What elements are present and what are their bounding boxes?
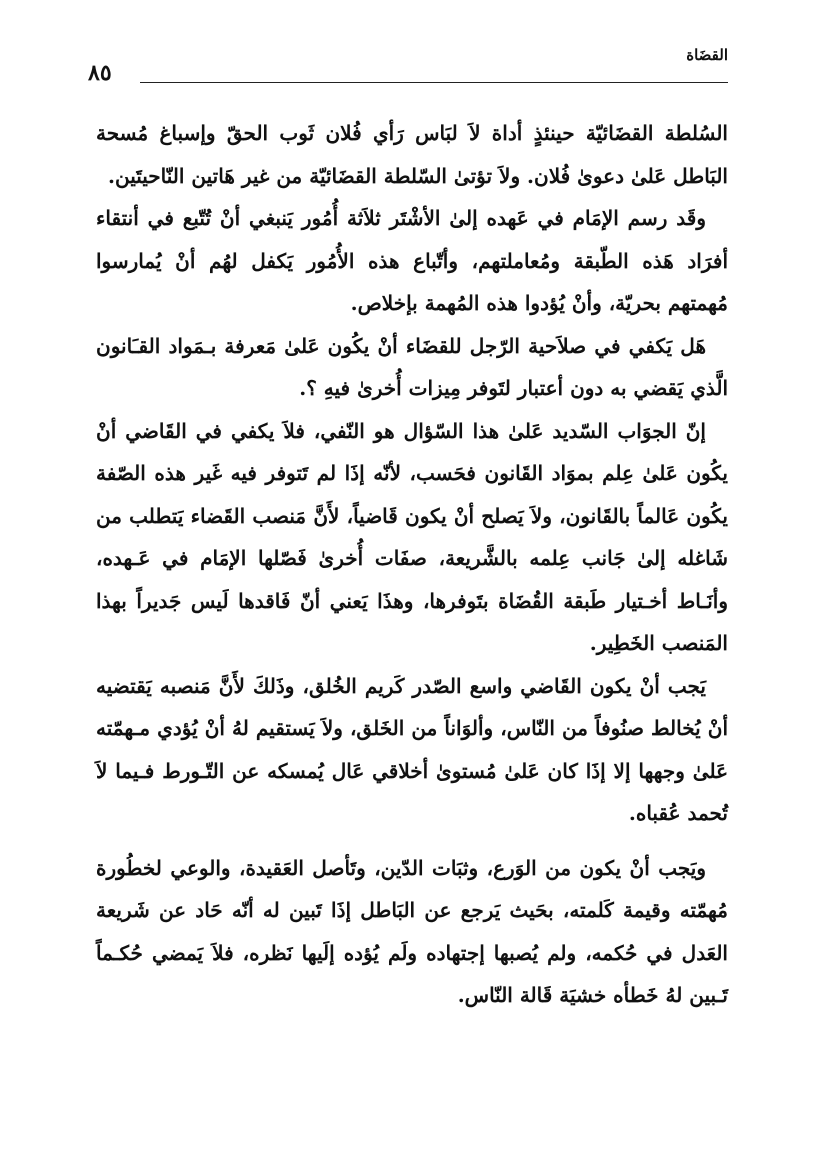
paragraph-6: ويَجب أنْ يكون من الوَرع، وثبَات الدّين، وتَأصل العَقيدة، والوعي لخطُورة مُهمّته وقيمة كَلمته، بحَيث يَرجع عن البَاطل إذَا تَبين له أنّه حَاد عن شَريعة العَدل في حُكمه، ولم يُصبها إجتهاده ولَم يُؤده إلَيها نَظره، فلاَ يَمضي حُكـماً تَـبين لهُ خَطأه خشيَة قَالة النّاس.: [96, 855, 728, 1007]
running-header: [88, 46, 728, 86]
running-title: القضَاة: [686, 46, 728, 64]
paragraph-2: وقَد رسم الإمَام في عَهده إلىٰ الأشْتَر ثلاَثة أُمُور يَنبغي أنْ تُتّبع في أنتقاء أفرَاد هَذه الطّبقة ومُعاملتهم، وأتّباع هذه الأُمُور يَكفل لهُم أنْ يُمارسوا مُهمتهم بحريّة، وأنْ يُؤدوا هذه المُهمة بإخلاص.: [96, 206, 729, 315]
paragraph-1: السُلطة القضَائيّة حينئذٍ أداة لاَ لبَاس رَأي فُلان ثَوب الحقّ وإسباغ مُسحة البَاطل عَلىٰ دعوىٰ فُلان. ولاَ تؤتىٰ السّلطة القضَائيّة من غير هَاتين النّاحيتَين.: [96, 121, 728, 188]
paragraph-5: يَجب أنْ يكون القَاضي واسع الصّدر كَريم الخُلق، وذَلكَ لأَنَّ مَنصبه يَقتضيه أنْ يُخالط صنُوفاً من النّاس، وألوَاناً من الخَلق، ولاَ يَستقيم لهُ أنْ يُؤدي مـهمّته عَلىٰ وجهها إلا إذَا كان عَلىٰ مُستوىٰ أخلاقي عَال يُمسكه عن التّـورط فـيما لاَ تُحمد عُقباه.: [96, 673, 729, 825]
paragraph-4: إنّ الجوَاب السّديد عَلىٰ هذا السّؤال هو النّفي، فلاَ يكفي في القَاضي أنْ يكُون عَلىٰ عِلم بموَاد القَانون فحَسب، لأنّه إذَا لم تَتوفر فيه غَير هذه الصّفة يكُون عَالماً بالقَانون، ولاَ يَصلح أنْ يكون قَاضياً، لأَنَّ مَنصب القَضاء يَتطلب من شَاغله إلىٰ جَانب عِلمه بالشَّريعة، صفَات أُخرىٰ فَصّلها الإمَام في عَـهده، وأنَـاط أخـتيار طَبقة القُضَاة بتَوفرها، وهذَا يَعني أنّ فَاقدها لَيس جَديراً بهذا المَنصب الخَطِير.: [96, 418, 728, 655]
page-number: ٨٥: [88, 60, 112, 86]
body-text: [96, 112, 728, 1017]
paragraph-3: هَل يَكفي في صلاَحية الرّجل للقضَاء أنْ يكُون عَلىٰ مَعرفة بـمَواد القـَانون الَّذي يَقضي به دون أعتبار لتَوفر مِيزات أُخرىٰ فيهِ ؟.: [96, 333, 728, 400]
header-rule: [140, 82, 728, 83]
